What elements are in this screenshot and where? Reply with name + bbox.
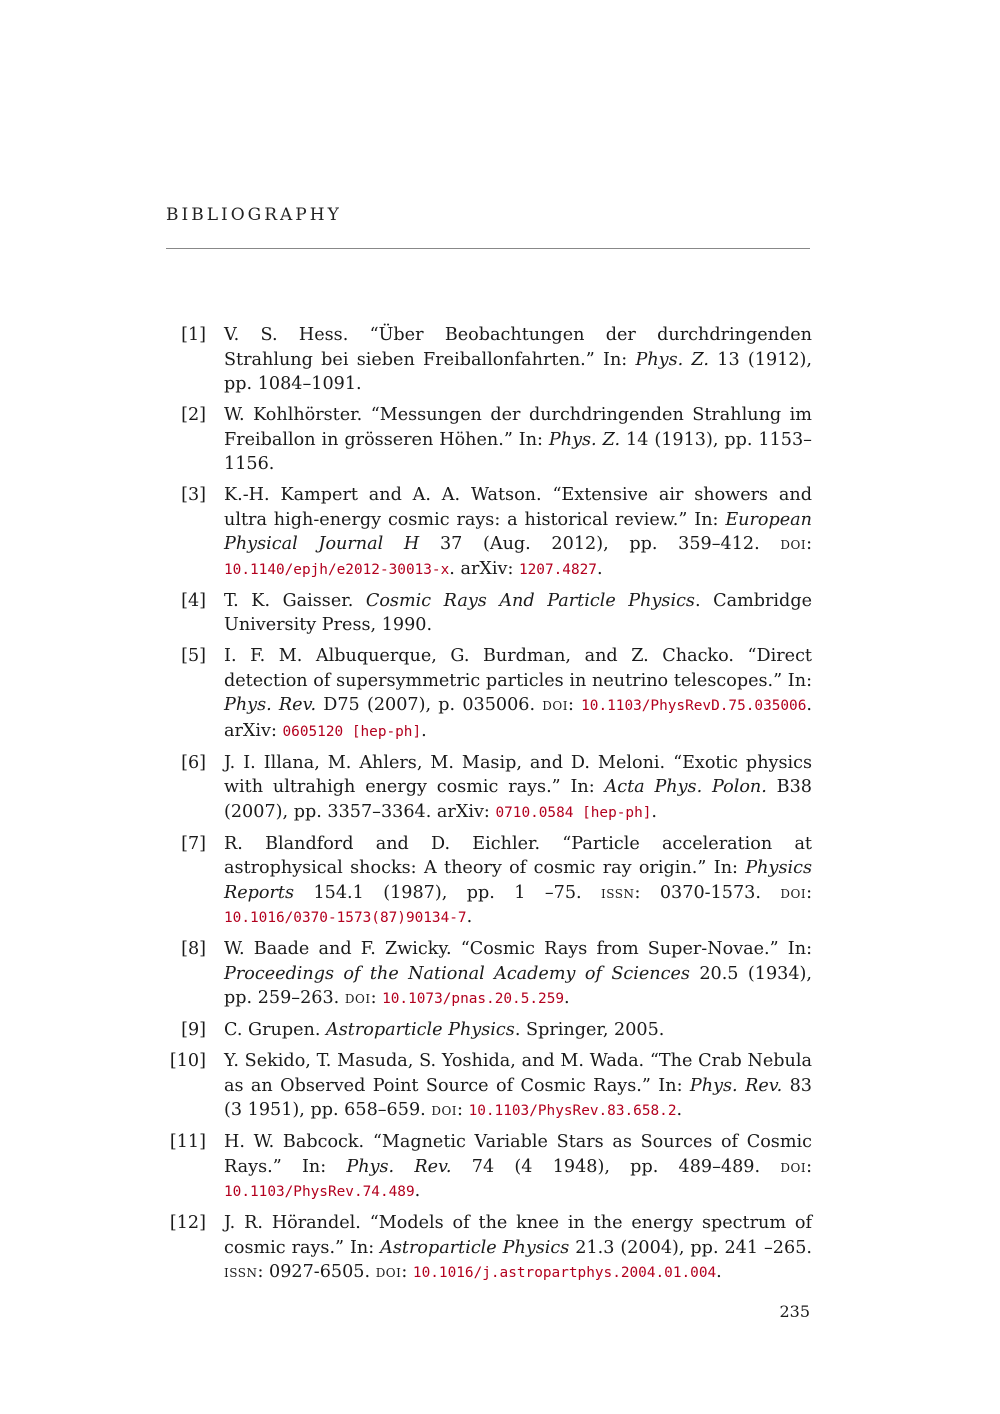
reference-text: [224, 937, 812, 1012]
reference-text-segment: V. S. Hess. “Über Beobachtungen der durchdringenden Strahlung bei sieben Freiballonfahrten.” In:: [224, 325, 812, 370]
reference-text-segment: I. F. M. Albuquerque, G. Burdman, and Z. Chacko. “Direct detection of supersymmetric particles in neutrino telescopes.” In:: [224, 646, 812, 691]
identifier-link[interactable]: 10.1103/PhysRev.83.658.2: [468, 1103, 677, 1119]
reference-text-segment: K.-H. Kampert and A. A. Watson. “Extensive air showers and ultra high-energy cosmic rays: a historical review.” In:: [224, 485, 812, 530]
reference-entry: [166, 937, 812, 1012]
page-number: 235: [779, 1302, 810, 1321]
identifier-label: issn: [601, 882, 635, 903]
reference-text: [224, 1018, 812, 1043]
reference-entry: [166, 1049, 812, 1124]
reference-list: [166, 323, 812, 1292]
journal-title: European Physical Journal H: [224, 509, 812, 554]
reference-text-segment: . Cambridge University Press, 1990.: [224, 590, 812, 635]
reference-number: [3]: [181, 485, 206, 505]
reference-text-segment: 21.3 (2004), pp. 241 –265.: [569, 1237, 812, 1258]
journal-title: Phys. Z.: [635, 349, 709, 370]
identifier-label: doi: [780, 534, 807, 554]
reference-text-segment: 74 (4 1948), pp. 489–489.: [451, 1156, 781, 1177]
identifier-link[interactable]: 10.1016/0370-1573(87)90134-7: [224, 910, 467, 926]
reference-number: [7]: [181, 833, 206, 854]
reference-entry: [166, 1130, 812, 1205]
identifier-label: doi: [542, 695, 568, 715]
identifier-label: doi: [344, 988, 371, 1008]
reference-number: [11]: [169, 1132, 206, 1152]
reference-text-segment: .: [564, 988, 570, 1008]
reference-text-segment: .: [716, 1262, 722, 1282]
identifier-link[interactable]: 10.1103/PhysRev.74.489: [224, 1184, 415, 1200]
reference-text-segment: 14 (1913), pp. 1153–1156.: [224, 429, 812, 474]
reference-text-segment: H. W. Babcock. “Magnetic Variable Stars as Sources of Cosmic Rays.” In:: [224, 1132, 812, 1177]
reference-text-segment: B38 (2007), pp. 3357–3364. arXiv:: [224, 777, 812, 822]
reference-text: [224, 751, 812, 826]
reference-text: [224, 1049, 812, 1124]
reference-number: [10]: [169, 1051, 206, 1071]
reference-text-segment: :: [806, 882, 813, 903]
reference-text-segment: :: [457, 1100, 469, 1120]
reference-text-segment: Y. Sekido, T. Masuda, S. Yoshida, and M. Wada. “The Crab Nebula as an Observed Point Source of Cosmic Rays.” In:: [224, 1051, 812, 1096]
reference-text-segment: .: [596, 558, 603, 579]
reference-text-segment: 83 (3 1951), pp. 658–659.: [224, 1075, 812, 1120]
identifier-label: doi: [780, 1156, 807, 1177]
reference-entry: [166, 323, 812, 397]
reference-number: [2]: [181, 405, 206, 425]
header-rule: [166, 248, 810, 249]
running-header: BIBLIOGRAPHY: [166, 205, 342, 225]
reference-entry: [166, 483, 812, 582]
reference-text-segment: :: [806, 534, 812, 554]
reference-text-segment: :: [567, 695, 582, 715]
identifier-link[interactable]: 10.1103/PhysRevD.75.035006: [581, 698, 807, 714]
reference-text-segment: . arXiv:: [224, 695, 812, 741]
reference-number: [6]: [181, 752, 206, 773]
reference-text-segment: : 0370-1573.: [634, 882, 781, 903]
reference-text-segment: J. I. Illana, M. Ahlers, M. Masip, and D. Meloni. “Exotic physics with ultrahigh energy cosmic rays.” In:: [224, 752, 812, 797]
reference-number: [5]: [181, 646, 206, 666]
reference-text-segment: :: [370, 988, 383, 1008]
identifier-link[interactable]: 10.1140/epjh/e2012-30013-x: [224, 561, 450, 578]
reference-text: [224, 589, 812, 638]
reference-number: [8]: [181, 939, 206, 959]
reference-text-segment: :: [806, 1156, 812, 1177]
identifier-link[interactable]: 1207.4827: [518, 561, 597, 578]
reference-text-segment: .: [676, 1100, 683, 1120]
reference-text-segment: . Springer, 2005.: [514, 1020, 665, 1040]
identifier-label: doi: [431, 1100, 458, 1120]
reference-text-segment: . arXiv:: [449, 558, 519, 579]
journal-title: Acta Phys. Polon.: [604, 777, 767, 797]
identifier-label: doi: [375, 1262, 402, 1282]
reference-number: [9]: [181, 1020, 206, 1040]
reference-text-segment: C. Grupen.: [224, 1020, 327, 1040]
reference-text: [224, 832, 812, 931]
reference-number: [12]: [169, 1213, 206, 1233]
reference-text-segment: 20.5 (1934), pp. 259–263.: [224, 963, 812, 1008]
journal-title: Phys. Rev.: [224, 695, 317, 715]
reference-number: [1]: [181, 325, 206, 345]
reference-text-segment: T. K. Gaisser.: [224, 590, 366, 611]
journal-title: Cosmic Rays And Particle Physics: [365, 590, 695, 611]
journal-title: Phys. Rev.: [346, 1156, 452, 1177]
identifier-link[interactable]: 0710.0584 [hep-ph]: [495, 804, 652, 821]
reference-text: [224, 1211, 812, 1286]
reference-text: [224, 644, 812, 744]
reference-text: [224, 403, 812, 477]
reference-text-segment: W. Baade and F. Zwicky. “Cosmic Rays from Super-Novae.” In:: [224, 939, 812, 959]
reference-text-segment: : 0927-6505.: [257, 1262, 376, 1282]
reference-entry: [166, 1211, 812, 1286]
reference-text-segment: 13 (1912), pp. 1084–1091.: [224, 349, 812, 394]
identifier-label: doi: [780, 882, 807, 903]
reference-entry: [166, 403, 812, 477]
journal-title: Astroparticle Physics: [326, 1020, 515, 1040]
reference-entry: [166, 1018, 812, 1043]
reference-text-segment: :: [401, 1262, 413, 1282]
reference-text-segment: .: [414, 1181, 421, 1201]
reference-text: [224, 483, 812, 582]
reference-text-segment: 37 (Aug. 2012), pp. 359–412.: [419, 534, 781, 554]
reference-text-segment: D75 (2007), p. 035006.: [316, 695, 543, 715]
reference-entry: [166, 751, 812, 826]
reference-entry: [166, 644, 812, 744]
reference-text-segment: .: [651, 801, 657, 822]
reference-text-segment: 154.1 (1987), pp. 1 –75.: [294, 882, 602, 903]
identifier-link[interactable]: 0605120 [hep-ph]: [282, 723, 422, 740]
reference-entry: [166, 589, 812, 638]
reference-text-segment: R. Blandford and D. Eichler. “Particle acceleration at astrophysical shocks: A theory of cosmic ray origin.” In:: [224, 833, 812, 878]
journal-title: Phys. Rev.: [689, 1075, 783, 1096]
reference-text-segment: .: [466, 907, 473, 927]
identifier-label: issn: [224, 1262, 258, 1282]
reference-text-segment: W. Kohlhörster. “Messungen der durchdringenden Strahlung im Freiballon in grösseren Höhen.” In:: [224, 405, 812, 450]
identifier-link[interactable]: 10.1073/pnas.20.5.259: [382, 991, 565, 1007]
reference-text: [224, 1130, 812, 1205]
identifier-link[interactable]: 10.1016/j.astropartphys.2004.01.004: [412, 1265, 717, 1281]
journal-title: Physics Reports: [224, 858, 812, 903]
reference-entry: [166, 832, 812, 931]
journal-title: Proceedings of the National Academy of Sciences: [224, 963, 690, 984]
journal-title: Astroparticle Physics: [380, 1237, 570, 1258]
reference-text-segment: .: [421, 720, 427, 741]
reference-number: [4]: [181, 590, 206, 611]
journal-title: Phys. Z.: [548, 429, 621, 450]
reference-text-segment: J. R. Hörandel. “Models of the knee in the energy spectrum of cosmic rays.” In:: [224, 1213, 812, 1258]
reference-text: [224, 323, 812, 397]
